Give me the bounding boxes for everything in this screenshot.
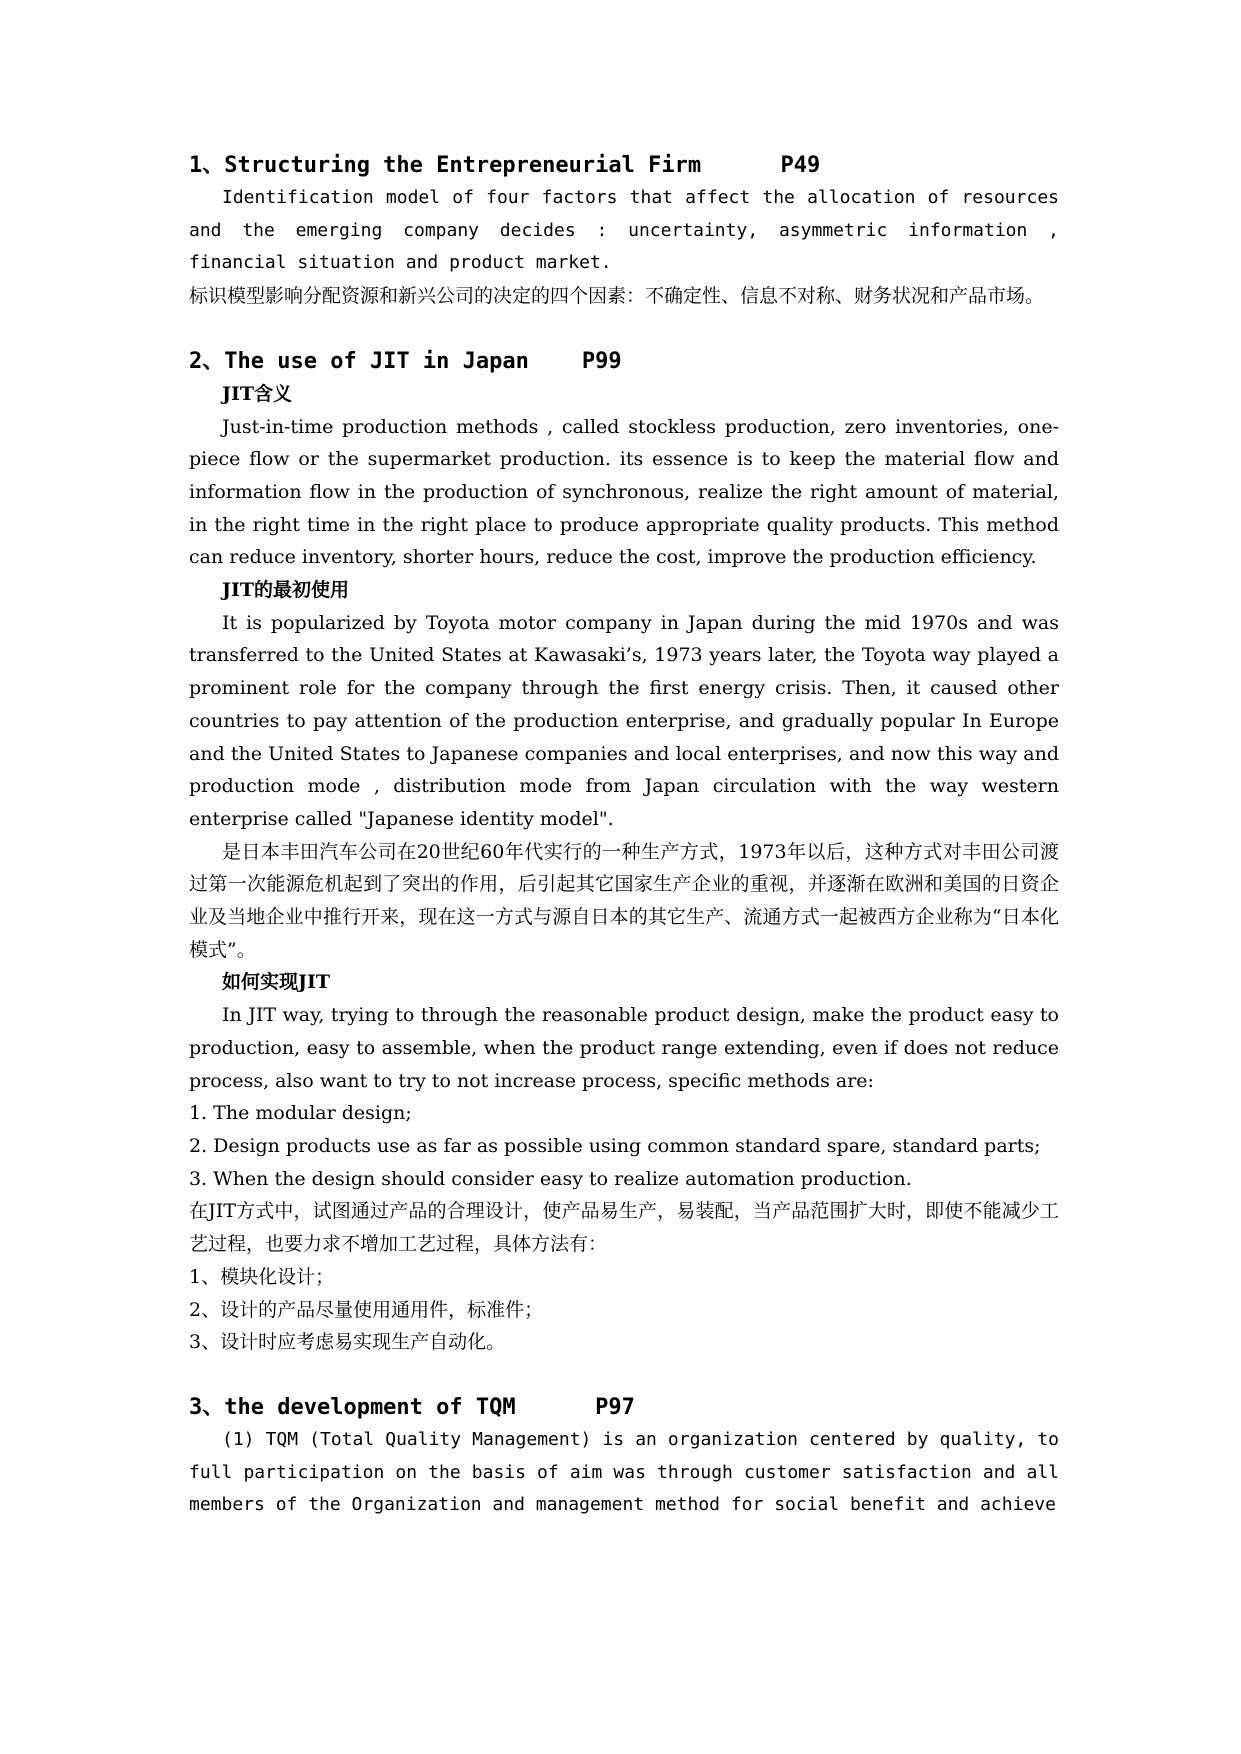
section-1-paragraph-en: Identification model of four factors that affect the allocation of resources and the emerging company decides : uncertainty, asymmetric information , financial situation and product market. xyxy=(189,187,1059,274)
list-item: 3. When the design should consider easy to realize automation production. xyxy=(189,1167,912,1190)
jit-implementation-paragraph-zh: 在JIT方式中，试图通过产品的合理设计，使产品易生产，易装配，当产品范围扩大时，即使不能减少工艺过程，也要力求不增加工艺过程，具体方法有： xyxy=(189,1200,1059,1256)
subheading-how-to-implement-jit: 如何实现JIT xyxy=(222,971,331,994)
list-item: 1、模块化设计； xyxy=(189,1265,335,1288)
subheading-jit-first-use: JIT的最初使用 xyxy=(222,579,350,602)
section-1-heading: 1、Structuring the Entrepreneurial Firm P49 xyxy=(189,153,821,178)
subheading-jit-meaning: JIT含义 xyxy=(222,382,293,405)
tqm-paragraph: (1) TQM (Total Quality Management) is an organization centered by quality, to full participation on the basis of aim was through customer satisfaction and all members of the Organization and management method for social benefit and achieve xyxy=(189,1428,1059,1516)
jit-implementation-paragraph-en: In JIT way, trying to through the reasonable product design, make the product easy to production, easy to assemble, when the product range extending, even if does not reduce process, also want to try to not increase process, specific methods are: xyxy=(189,1004,1059,1092)
list-item: 1. The modular design; xyxy=(189,1102,412,1125)
list-item: 2. Design products use as far as possible using common standard spare, standard parts; xyxy=(189,1134,1041,1157)
section-2-heading: 2、The use of JIT in Japan P99 xyxy=(189,348,622,374)
list-item: 2、设计的产品尽量使用通用件，标准件； xyxy=(189,1298,544,1321)
jit-first-use-paragraph-zh: 是日本丰田汽车公司在20世纪60年代实行的一种生产方式，1973年以后，这种方式对丰田公司渡过第一次能源危机起到了突出的作用，后引起其它国家生产企业的重视，并逐渐在欧洲和美国的日资企业及当地企业中推行开来，现在这一方式与源自日本的其它生产、流通方式一起被西方企业称为“日本化模式”。 xyxy=(189,840,1059,961)
document-page xyxy=(189,150,1059,1522)
jit-meaning-paragraph: Just-in-time production methods , called stockless production, zero inventories, one-piece flow or the supermarket production. its essence is to keep the material flow and information flow in the production of synchronous, realize the right amount of material, in the right time in the right place to produce appropriate quality products. This method can reduce inventory, shorter hours, reduce the cost, improve the production efficiency. xyxy=(189,415,1059,569)
section-1-paragraph-zh: 标识模型影响分配资源和新兴公司的决定的四个因素：不确定性、信息不对称、财务状况和产品市场。 xyxy=(189,285,1045,308)
jit-first-use-paragraph-en: It is popularized by Toyota motor company in Japan during the mid 1970s and was transferred to the United States at Kawasaki’s, 1973 years later, the Toyota way played a prominent role for the company through the first energy crisis. Then, it caused other countries to pay attention of the production enterprise, and gradually popular In Europe and the United States to Japanese companies and local enterprises, and now this way and production mode , distribution mode from Japan circulation with the way western enterprise called "Japanese identity model". xyxy=(189,611,1059,830)
section-gap xyxy=(189,313,1059,346)
list-item: 3、设计时应考虑易实现生产自动化。 xyxy=(189,1331,506,1354)
section-gap xyxy=(189,1359,1059,1392)
section-3-heading: 3、the development of TQM P97 xyxy=(189,1394,635,1420)
